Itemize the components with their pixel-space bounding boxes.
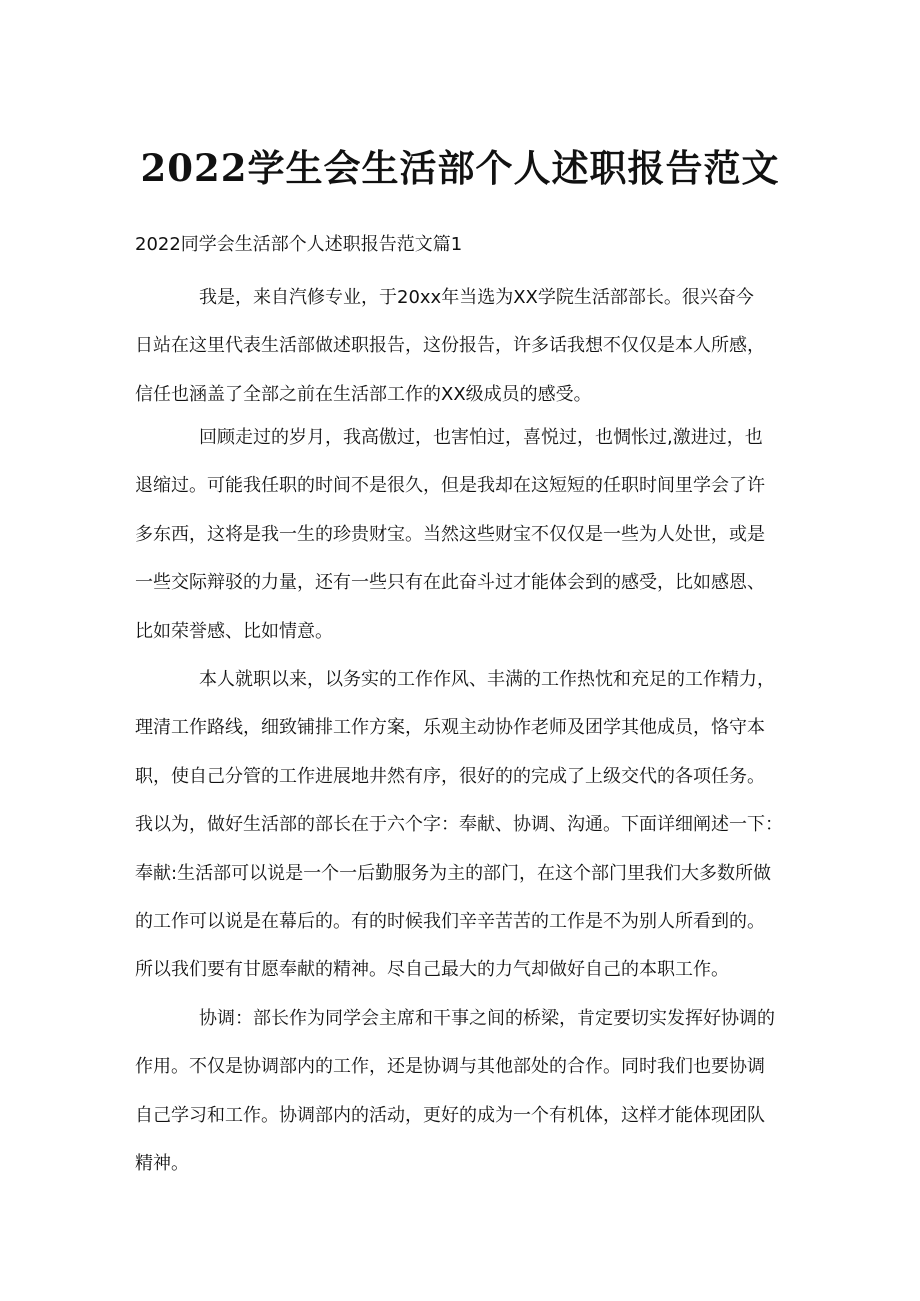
paragraph-line: 一些交际辩驳的力量，还有一些只有在此奋斗过才能体会到的感受，比如感恩、 (135, 572, 765, 594)
paragraph-3 (135, 656, 795, 995)
paragraph-line: 自己学习和工作。协调部内的活动，更好的成为一个有机体，这样才能体现团队 (135, 1104, 765, 1126)
paragraph-line: 协调：部长作为同学会主席和干事之间的桥梁，肯定要切实发挥好协调的 (199, 1008, 775, 1029)
paragraph-1 (135, 274, 795, 419)
paragraph-line: 本人就职以来，以务实的工作作风、丰满的工作热忱和充足的工作精力， (199, 669, 775, 690)
paragraph-line: 的工作可以说是在幕后的。有的时候我们辛辛苦苦的工作是不为别人所看到的。 (135, 910, 765, 932)
paragraph-line: 我是，来自汽修专业，于20xx年当选为XX学院生活部部长。很兴奋今 (199, 287, 754, 308)
paragraph-line: 比如荣誉感、比如情意。 (135, 620, 333, 642)
section-heading: 2022同学会生活部个人述职报告范文篇1 (135, 234, 463, 255)
paragraph-line: 职，使自己分管的工作进展地井然有序，很好的的完成了上级交代的各项任务。 (135, 765, 765, 787)
paragraph-line: 日站在这里代表生活部做述职报告，这份报告，许多话我想不仅仅是本人所感， (135, 335, 765, 357)
paragraph-2 (135, 414, 795, 656)
paragraph-line: 我以为，做好生活部的部长在于六个字：奉献、协调、沟通。下面详细阐述一下： (135, 814, 783, 836)
paragraph-line: 回顾走过的岁月，我高傲过，也害怕过，喜悦过，也惆怅过,激进过，也 (199, 427, 763, 448)
paragraph-4 (135, 995, 795, 1189)
paragraph-line: 多东西，这将是我一生的珍贵财宝。当然这些财宝不仅仅是一些为人处世，或是 (135, 523, 765, 545)
paragraph-line: 作用。不仅是协调部内的工作，还是协调与其他部处的合作。同时我们也要协调 (135, 1056, 765, 1078)
paragraph-line: 退缩过。可能我任职的时间不是很久，但是我却在这短短的任职时间里学会了许 (135, 475, 765, 497)
paragraph-line: 信任也涵盖了全部之前在生活部工作的XX级成员的感受。 (135, 383, 592, 405)
document-title: 2022学生会生活部个人述职报告范文 (140, 146, 780, 190)
paragraph-line: 所以我们要有甘愿奉献的精神。尽自己最大的力气却做好自己的本职工作。 (135, 959, 729, 981)
paragraph-line: 理清工作路线，细致铺排工作方案，乐观主动协作老师及团学其他成员，恪守本 (135, 717, 765, 739)
paragraph-line: 奉献:生活部可以说是一个一后勤服务为主的部门，在这个部门里我们大多数所做 (135, 862, 772, 884)
paragraph-line: 精神。 (135, 1153, 189, 1175)
